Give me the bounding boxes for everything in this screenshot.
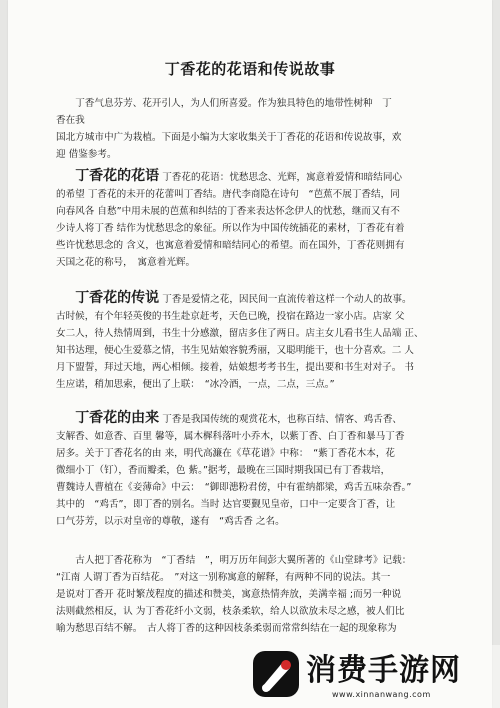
watermark-url: www.xinnanwang.com — [332, 690, 431, 699]
text-line: 月下盟誓，拜过天地，两心相倾。接着，姑娘想考考书生，提出要和书生对对子。 书 — [56, 362, 415, 373]
watermark-brand: 消费手游网 — [306, 653, 461, 688]
text-line: 古时候，有个年轻英俊的书生赴京赶考，天色已晚，投宿在路边一家小店。店家 父 — [56, 311, 405, 322]
text-line: 少诗人将丁香 结作为忧愁思念的象征。所以作为中国传统插花的素材，丁香花有着 — [56, 223, 405, 234]
text-line: 是说对丁香开 花时繁茂程度的描述和赞美，寓意热情奔放，美满幸福 ;而另一种说 — [56, 589, 402, 600]
text-line: 喻为愁思百结不解。 古人将丁香的这种因枝条柔弱而常常纠结在一起的现象称为 — [56, 623, 397, 634]
text-line: 丁香花的传说 丁香是爱情之花，因民间一直流传着这样一个动人的故事。 — [75, 290, 412, 306]
text-line: 女二人，待人热情周到，书生十分感激，留店多住了两日。店主女儿看书生人品端 正、 — [56, 328, 424, 339]
text-line: 丁香花的由来 丁香是我国传统的观赏花木，也称百结、情客、鸡舌香、 — [75, 410, 403, 426]
document-page — [8, 0, 492, 708]
text-line: 古人把丁香花称为 “丁香结 ”，明万历年间彭大翼所著的《山堂肆考》记载： — [75, 555, 412, 566]
text-line: 些许忧愁思念的 含义，也寓意着爱情和暗结同心的希望。而在国外，丁香花则拥有 — [56, 240, 405, 251]
text-line: 丁香花的花语 丁香花的花语：忧愁思念、光辉，寓意着爱情和暗结同心 — [75, 168, 403, 184]
section-origin — [56, 410, 456, 530]
text-line: “江南 人谓丁香为百结花。 ”对这一别称寓意的解释，有两种不同的说法。其一 — [56, 572, 391, 583]
text-line: 丁香气息芬芳、花开引人，为人们所喜爱。作为独具特色的地带性树种 丁 — [75, 98, 392, 109]
text-line: 知书达理，便心生爱慕之情，书生见姑娘容貌秀丽，又聪明能干，也十分喜欢。二 人 — [56, 345, 415, 356]
text-line: 其中的 “鸡舌”，即丁香的别名。当时 达官要觐见皇帝，口中一定要含丁香，让 — [56, 499, 396, 510]
text-line: 法则截然相反，认 为丁香花纤小文弱，枝条柔软，给人以欲放未尽之感，被人们比 — [56, 606, 405, 617]
text-line: 曹魏诗人曹植在《妾薄命》中云： “御即漶粉君傍，中有霍纳都梁，鸡舌五味杂香。” — [56, 482, 412, 493]
section-ancient-name — [56, 552, 456, 637]
page-title: 丁香花的花语和传说故事 — [164, 60, 336, 78]
text-line: 国北方城市中广为栽植。下面是小编为大家收集关于丁香花的花语和传说故事，欢 — [56, 132, 402, 143]
text-line: 向春风各 自愁”中用未展的芭蕉和纠结的丁香来表达怀念伊人的忧愁，继而又有不 — [56, 206, 400, 217]
text-line: 支解香、如意香、百里 馨等，属木樨科落叶小乔木，以紫丁香、白丁香和暴马丁香 — [56, 431, 405, 442]
text-line: 居多。关于丁香花名的由 来，明代高濂在《草花谱》中称： “紫丁香花木本，花 — [56, 448, 395, 459]
text-line: 生应诺，稍加思索，便出了上联： “冰冷酒，一点，二点，三点。” — [56, 379, 335, 390]
text-line: 天国之花的称号， 寓意着光辉。 — [56, 257, 196, 268]
text-line: 香在我 — [56, 115, 85, 126]
section-legend — [56, 290, 456, 393]
section-heading: 丁香花的花语 — [75, 168, 160, 184]
section-heading: 丁香花的传说 — [75, 290, 160, 306]
game-controller-icon — [253, 651, 299, 697]
text-line: 的希望 丁香花的未开的花蕾叫丁香结。唐代李商隐在诗句 “芭蕉不展丁香结，同 — [56, 189, 400, 200]
text-line: 迎 借鉴参考。 — [56, 149, 117, 160]
text-line: 口气芬芳，以示对皇帝的尊敬，遂有 “鸡舌香 之名。 — [56, 516, 285, 527]
intro-paragraph — [56, 95, 456, 163]
section-heading: 丁香花的由来 — [75, 410, 160, 426]
section-flower-language — [56, 168, 456, 271]
text-line: 微细小丁（钉），香而瓣柔，色 紫。”据考，最晚在三国时期我国已有丁香栽培， — [56, 465, 391, 476]
